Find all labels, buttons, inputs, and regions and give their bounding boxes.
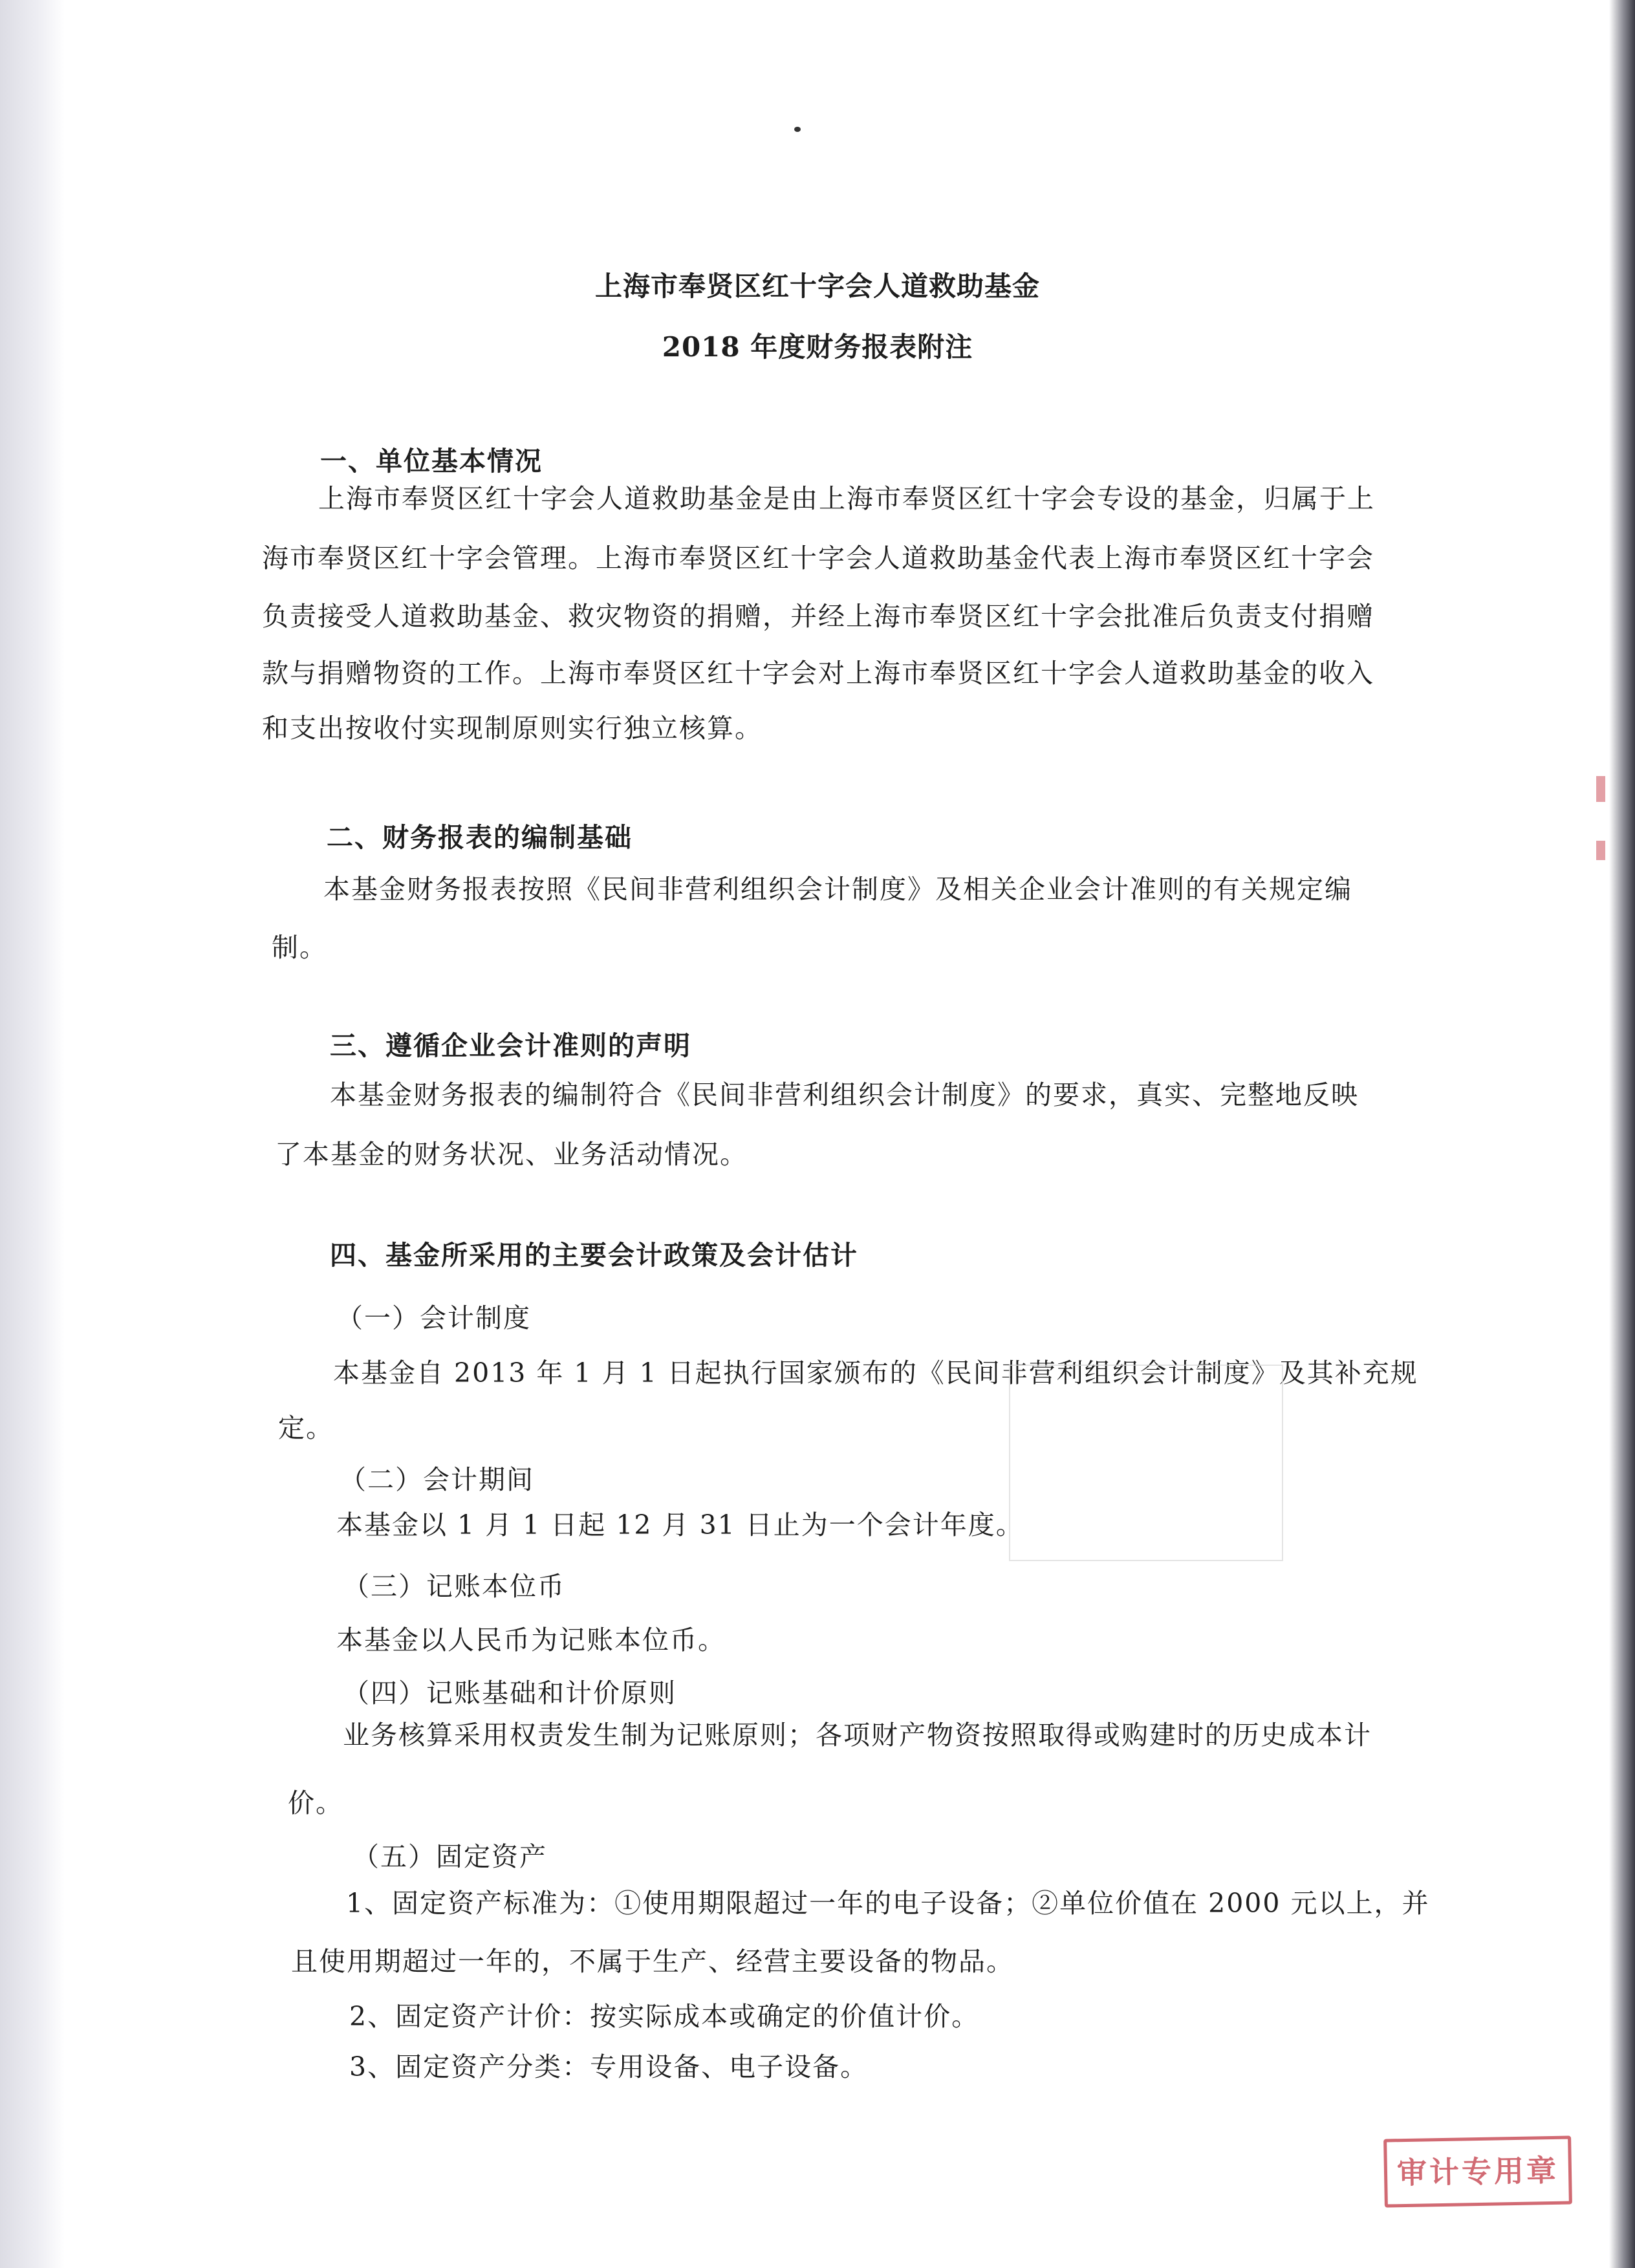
section-1-line-4: 款与捐赠物资的工作。上海市奉贤区红十字会对上海市奉贤区红十字会人道救助基金的收入 [262,658,1374,689]
subsection-4-line-1: 业务核算采用权责发生制为记账原则；各项财产物资按照取得或购建时的历史成本计 [343,1720,1372,1751]
stamp-edge-mark [1596,776,1605,802]
section-2-line-2: 制。 [272,932,327,963]
subsection-fixed-assets: （五）固定资产 [352,1841,547,1872]
bleed-through-table [1009,1365,1283,1561]
subsection-5-line-1: 1、固定资产标准为：①使用期限超过一年的电子设备；②单位价值在 2000 元以上，并 [346,1888,1430,1919]
subsection-4-line-2: 价。 [288,1787,343,1819]
section-1-line-5: 和支出按收付实现制原则实行独立核算。 [262,713,763,744]
subsection-1-line-1: 本基金自 2013 年 1 月 1 日起执行国家颁布的《民间非营利组织会计制度》及其补充规 [333,1357,1418,1388]
section-1-line-2: 海市奉贤区红十字会管理。上海市奉贤区红十字会人道救助基金代表上海市奉贤区红十字会 [262,543,1374,574]
subsection-accounting-period: （二）会计期间 [340,1464,534,1495]
subsection-5-line-2: 且使用期超过一年的，不属于生产、经营主要设备的物品。 [291,1946,1014,1977]
subsection-accounting-system: （一）会计制度 [336,1302,531,1334]
section-1-heading: 一、单位基本情况 [320,446,543,477]
audit-stamp: 审计专用章 [1383,2135,1572,2207]
section-3-line-1: 本基金财务报表的编制符合《民间非营利组织会计制度》的要求，真实、完整地反映 [330,1079,1359,1110]
section-3-line-2: 了本基金的财务状况、业务活动情况。 [275,1139,748,1170]
subsection-3-line: 本基金以人民币为记账本位币。 [336,1625,726,1656]
section-2-heading: 二、财务报表的编制基础 [327,822,633,853]
document-title: 上海市奉贤区红十字会人道救助基金 [594,270,1040,302]
subsection-5-line-4: 3、固定资产分类：专用设备、电子设备。 [349,2051,869,2082]
section-4-heading: 四、基金所采用的主要会计政策及会计估计 [330,1240,858,1271]
section-1-line-3: 负责接受人道救助基金、救灾物资的捐赠，并经上海市奉贤区红十字会批准后负责支付捐赠 [262,601,1374,632]
section-2-line-1: 本基金财务报表按照《民间非营利组织会计制度》及相关企业会计准则的有关规定编 [323,874,1352,905]
subsection-currency: （三）记账本位币 [343,1571,565,1602]
subsection-5-line-3: 2、固定资产计价：按实际成本或确定的价值计价。 [349,2001,980,2032]
subsection-accounting-basis: （四）记账基础和计价原则 [343,1678,677,1709]
subsection-2-line: 本基金以 1 月 1 日起 12 月 31 日止为一个会计年度。 [336,1509,1024,1540]
document-subtitle: 2018 年度财务报表附注 [662,331,973,363]
section-3-heading: 三、遵循企业会计准则的声明 [330,1030,691,1061]
stamp-edge-mark [1596,841,1605,860]
section-1-line-1: 上海市奉贤区红十字会人道救助基金是由上海市奉贤区红十字会专设的基金，归属于上 [318,483,1375,514]
subsection-1-line-2: 定。 [278,1412,334,1443]
